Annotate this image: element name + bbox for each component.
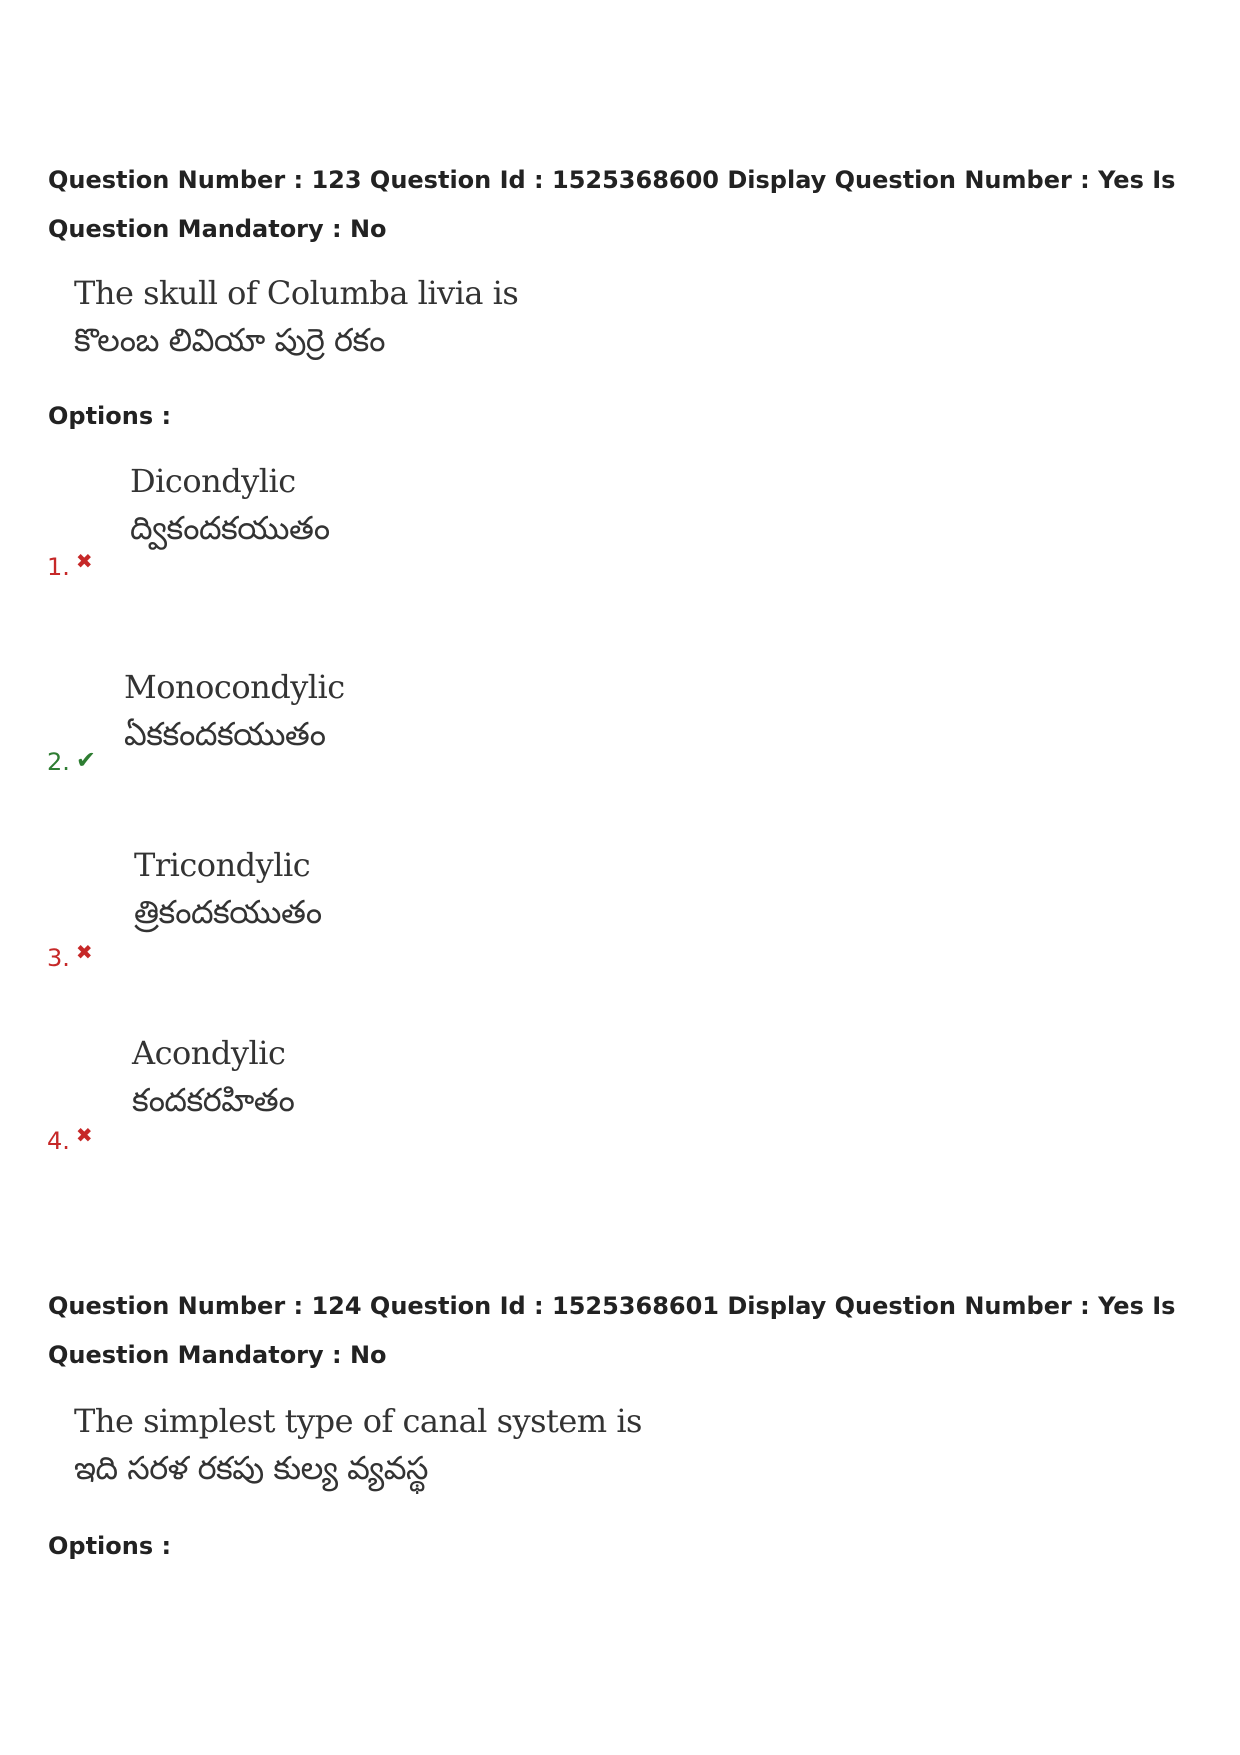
question-text-en: The simplest type of canal system is	[74, 1402, 642, 1440]
option-3-text-en: Tricondylic	[134, 846, 311, 884]
question-header-123: Question Number : 123 Question Id : 1525368600 Display Question Number : Yes Is Question Mandatory : No	[48, 166, 1176, 243]
question-text-123	[74, 270, 518, 364]
option-2-text-en: Monocondylic	[124, 668, 345, 706]
option-4-text	[132, 1030, 294, 1124]
option-2-number: 2.	[47, 748, 70, 776]
option-4-number: 4.	[47, 1127, 70, 1155]
option-1-text-te: ద్వికందకయుతం	[130, 509, 330, 547]
cross-icon: ✖	[75, 549, 93, 573]
option-2-text-te: ఏకకందకయుతం	[124, 715, 326, 753]
question-text-te: ఇది సరళ రకపు కుల్య వ్యవస్థ	[74, 1449, 428, 1487]
option-2-text	[124, 664, 345, 758]
option-4-marker	[47, 1123, 93, 1155]
question-text-124	[74, 1398, 642, 1492]
question-text-te: కొలంబ లివియా పుర్రె రకం	[74, 321, 385, 359]
option-1-text-en: Dicondylic	[130, 462, 296, 500]
cross-icon: ✖	[75, 1123, 93, 1147]
question-text-en: The skull of Columba livia is	[74, 274, 519, 312]
check-icon: ✔	[75, 746, 97, 774]
option-4-text-te: కందకరహితం	[132, 1081, 295, 1119]
option-3-text	[134, 842, 322, 936]
option-1-marker	[47, 549, 93, 581]
option-3-marker	[47, 940, 93, 972]
option-1-text	[130, 458, 330, 552]
option-1-number: 1.	[47, 553, 70, 581]
option-4-text-en: Acondylic	[132, 1034, 286, 1072]
options-label: Options :	[48, 402, 172, 430]
option-2-marker	[47, 748, 96, 776]
option-3-text-te: త్రికందకయుతం	[134, 893, 322, 931]
cross-icon: ✖	[75, 940, 93, 964]
question-header-124: Question Number : 124 Question Id : 1525368601 Display Question Number : Yes Is Question Mandatory : No	[48, 1292, 1176, 1369]
options-label: Options :	[48, 1532, 172, 1560]
option-3-number: 3.	[47, 944, 70, 972]
